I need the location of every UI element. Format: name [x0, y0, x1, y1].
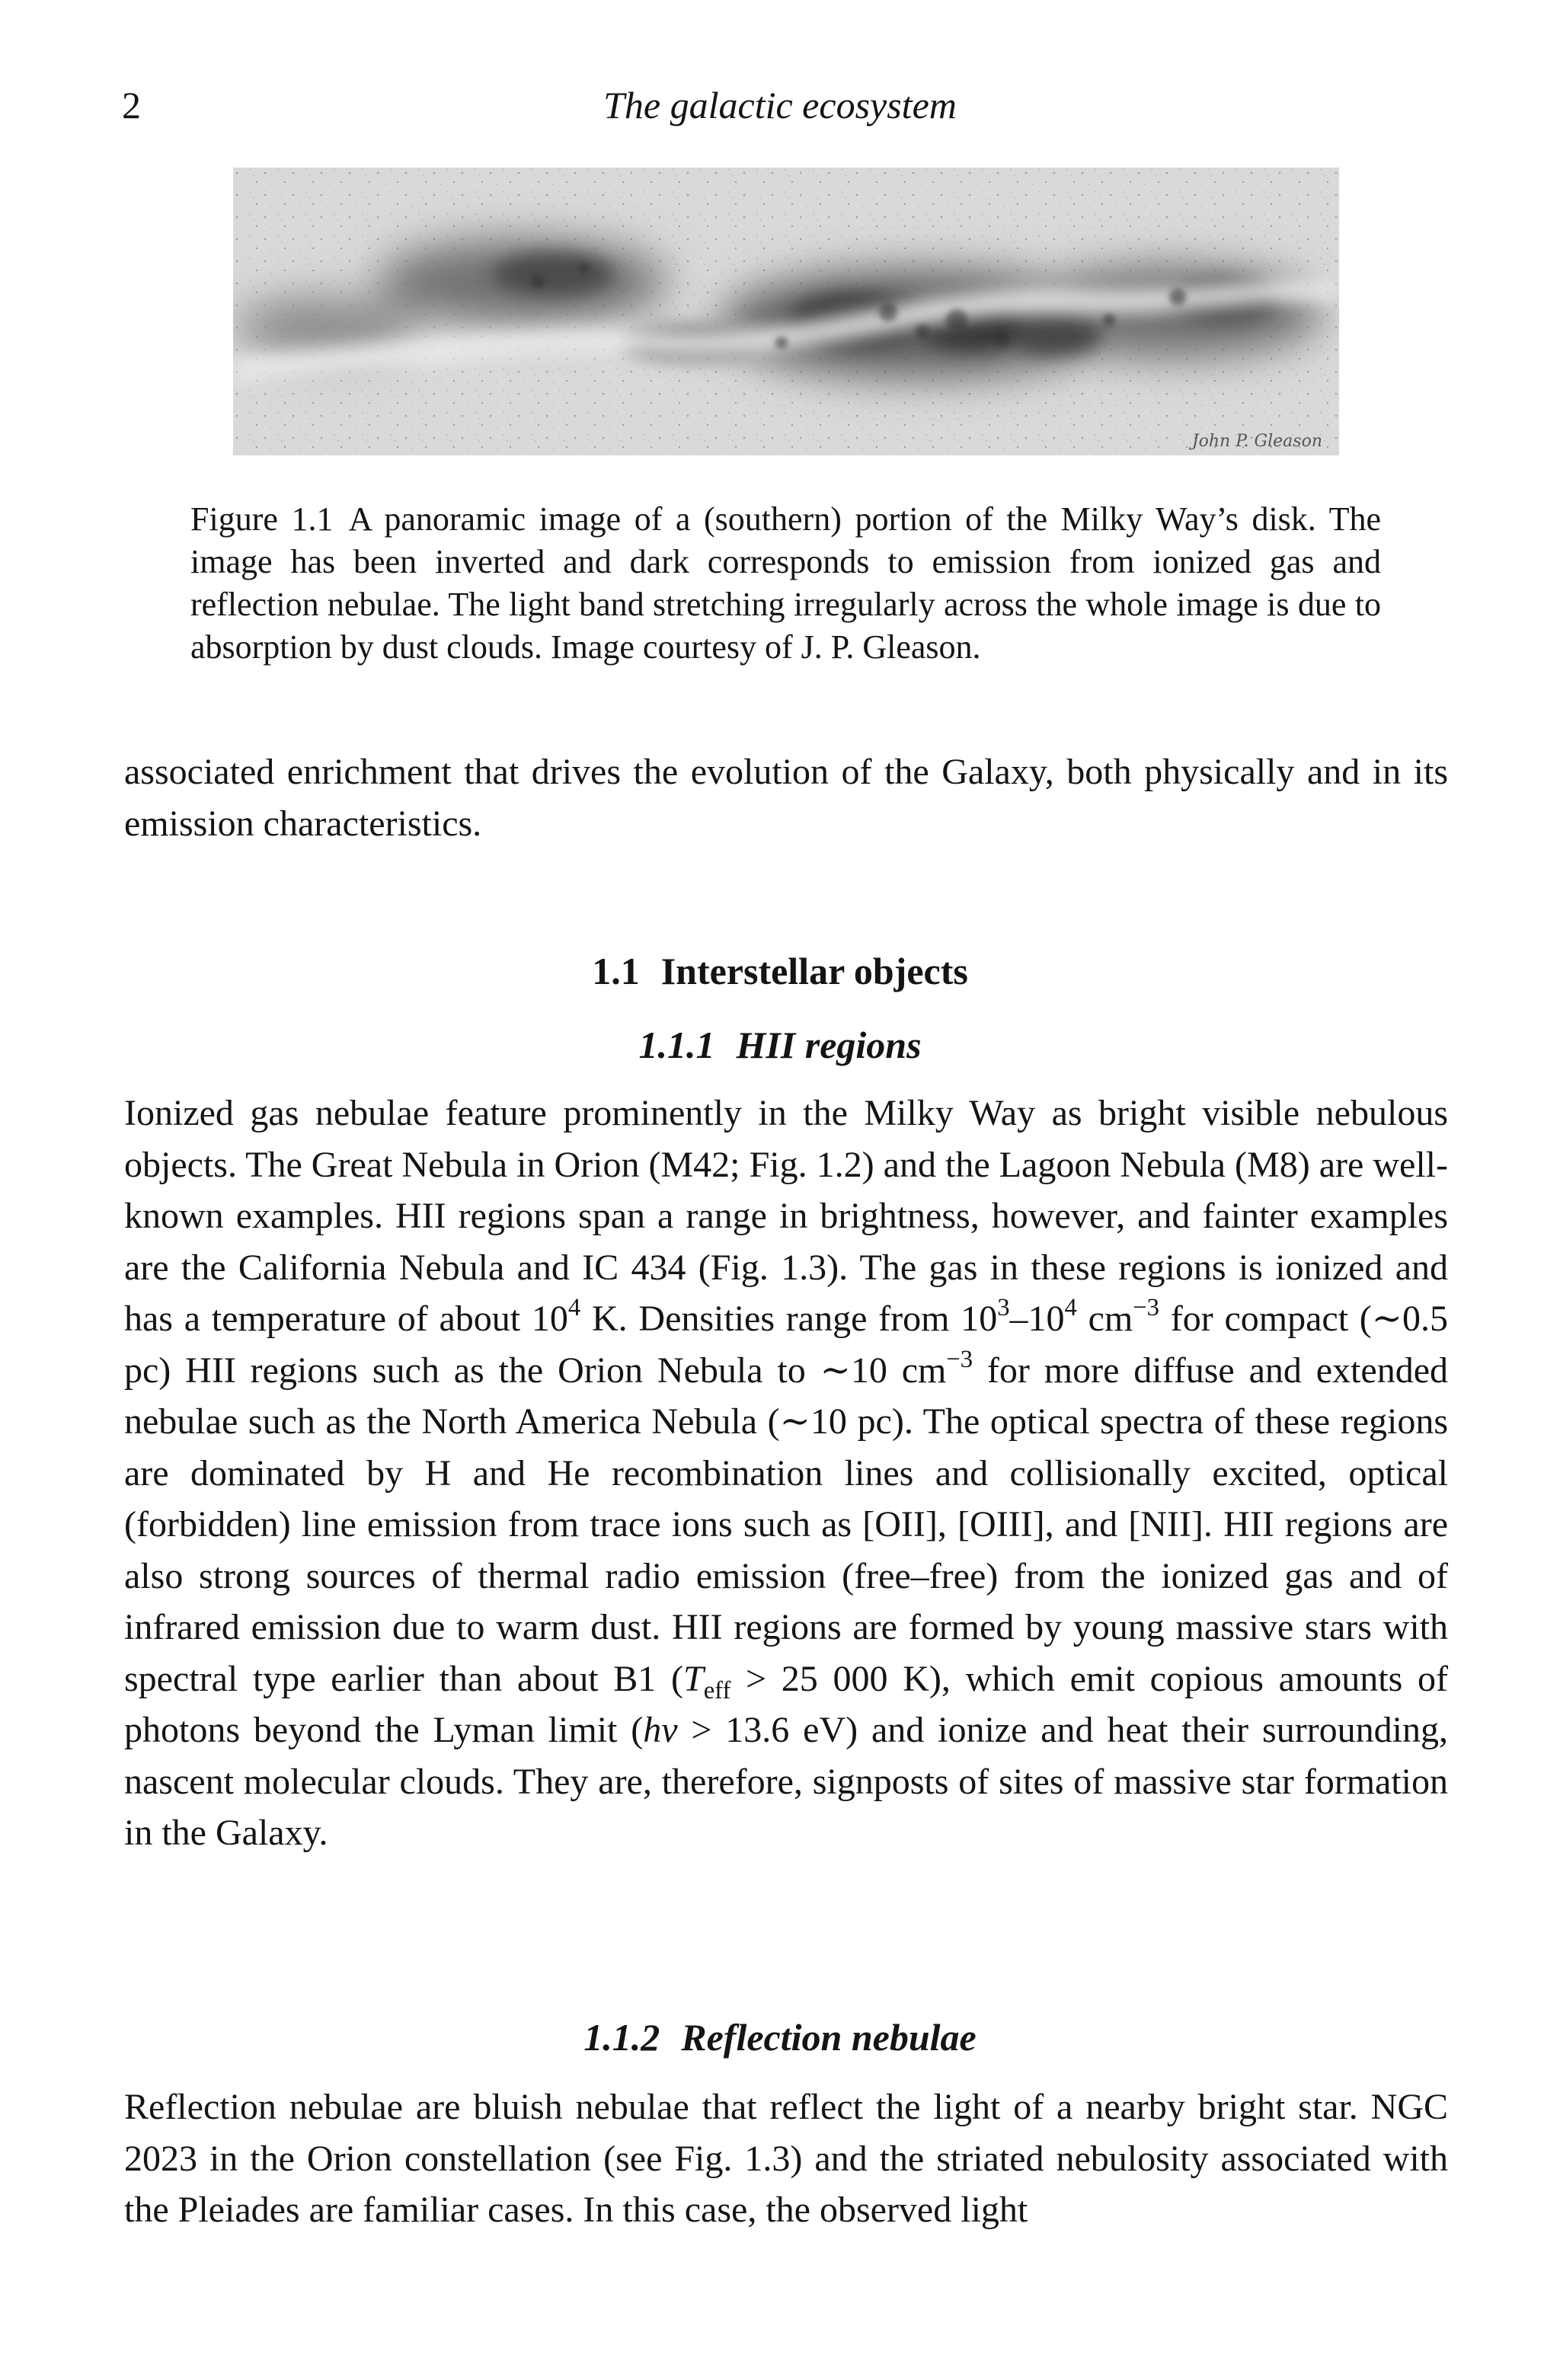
- figure-label: Figure 1.1: [190, 500, 334, 538]
- reflection-paragraph-text: Reflection nebulae are bluish nebulae that reflect the light of a nearby bright star. NGC 2023 in the Orion constellation (see Fig. 1.3) and the striated nebulosity associated with the Pleiades are familiar cases. In this case, the observed light: [124, 2087, 1448, 2230]
- section-heading: [0, 948, 1560, 994]
- superscript: 4: [567, 1293, 581, 1321]
- figure-caption-text: A panoramic image of a (southern) portion of the Milky Way’s disk. The image has been inverted and dark corresponds to emission from ionized gas and reflection nebulae. The light band stretching irregularly across the whole image is due to absorption by dust clouds. Image courtesy of J. P. Gleason.: [190, 500, 1381, 666]
- subsection-number: 1.1.1: [638, 1024, 715, 1066]
- text-run: > 25 000 K), which emit copious amounts of photons beyond the Lyman limit (: [124, 1658, 1448, 1750]
- superscript: −3: [1133, 1293, 1159, 1321]
- hii-regions-paragraph: [124, 1088, 1448, 1859]
- text-run: –10: [1009, 1299, 1065, 1339]
- running-title: The galactic ecosystem: [603, 84, 957, 126]
- milky-way-panorama-image: [233, 168, 1339, 455]
- text-run: for compact (∼0.5 pc) HII regions such as the Orion Nebula to ∼10 cm: [124, 1299, 1449, 1391]
- subsection-heading-reflection: [0, 2014, 1560, 2060]
- superscript: 4: [1064, 1293, 1077, 1321]
- section-title: Interstellar objects: [660, 950, 968, 992]
- math-symbol: T: [682, 1658, 704, 1699]
- reflection-nebulae-paragraph: [124, 2081, 1448, 2236]
- subsection-number: 1.1.2: [583, 2016, 660, 2059]
- subsection-title: HII regions: [736, 1024, 922, 1066]
- text-run: Ionized gas nebulae feature prominently in the Milky Way as bright visible nebulous objects. The Great Nebula in Orion (M42; Fig. 1.2) and the Lagoon Nebula (M8) are well-known examples. HII regions span a range in brightness, however, and fainter examples are the California Nebula and IC 434 (Fig. 1.3). The gas in these regions is ionized and has a temperature of about 10: [124, 1093, 1448, 1339]
- text-run: for more diffuse and extended nebulae such as the North America Nebula (∼10 pc). The optical spectra of these regions are dominated by H and He recombination lines and collisionally excited, optical (forbidden) line emission from trace ions such as [OII], [OIII], and [NII]. HII regions are also strong sources of thermal radio emission (free–free) from the ionized gas and of infrared emission due to warm dust. HII regions are formed by young massive stars with spectral type earlier than about B1 (: [124, 1350, 1448, 1699]
- photographer-signature: John P. Gleason: [1191, 432, 1322, 451]
- page-number: 2: [122, 84, 141, 126]
- math-symbol: hν: [643, 1710, 678, 1750]
- superscript: 3: [997, 1293, 1010, 1321]
- subscript: eff: [703, 1676, 731, 1704]
- subsection-title: Reflection nebulae: [681, 2016, 977, 2059]
- superscript: −3: [946, 1345, 973, 1373]
- figure-caption: [190, 498, 1381, 669]
- intro-paragraph-text: associated enrichment that drives the evolution of the Galaxy, both physically and in its emission characteristics.: [124, 752, 1448, 844]
- intro-paragraph: [124, 746, 1448, 849]
- text-run: cm: [1076, 1299, 1133, 1339]
- text-run: > 13.6 eV) and ionize and heat their surrounding, nascent molecular clouds. They are, therefore, signposts of sites of massive star formation in the Galaxy.: [124, 1710, 1448, 1853]
- section-number: 1.1: [592, 950, 640, 992]
- subsection-heading-hii: [0, 1022, 1560, 1068]
- text-run: K. Densities range from 10: [580, 1299, 998, 1339]
